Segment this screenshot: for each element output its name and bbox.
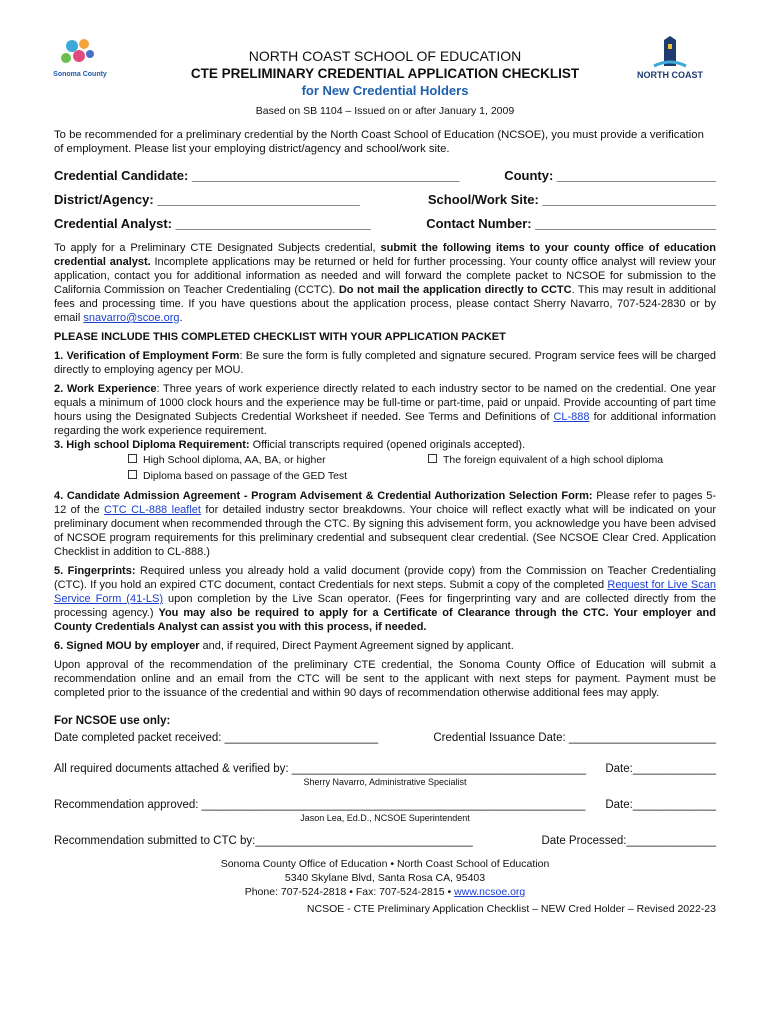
county-field[interactable]: County: ______________________ — [504, 168, 716, 183]
cl888-link[interactable]: CL-888 — [553, 411, 590, 423]
docs-date-field[interactable]: Date:_____________ — [605, 763, 716, 775]
district-field[interactable]: District/Agency: ____________________________ — [54, 192, 360, 207]
item-1: 1. Verification of Employment Form: Be sure the form is fully completed and signature secured. Program service fees will be charged directly to employing agency per MOU. — [54, 350, 717, 376]
diploma-options — [128, 452, 716, 484]
footer-line-3: Phone: 707-524-2818 • Fax: 707-524-2815 • www.ncsoe.org — [244, 886, 526, 898]
option-foreign-equivalent[interactable]: The foreign equivalent of a high school diploma — [428, 452, 663, 468]
apply-paragraph: To apply for a Preliminary CTE Designated Subjects credential, submit the following items to your county office of education credential analyst. Incomplete applications may be returned or held for further processing. Your county office analyst will review your application, contact you for additional information as needed and will forward the complete packet to NCSOE for submission to the California Commission on Teacher Credentialing (CCTC). Do not mail the application directly to CCTC. This may result in additional fees and processing time. If you have questions about the application process, please contact Sherry Navarro, 707-524-2830 or by email snavarro@scoe.org. — [54, 242, 716, 324]
header — [54, 48, 716, 120]
sonoma-county-logo — [52, 36, 108, 86]
footer-line-2: 5340 Skylane Blvd, Santa Rosa CA, 95403 — [284, 872, 486, 884]
ncsoe-use-block — [54, 714, 716, 849]
email-link[interactable]: snavarro@scoe.org — [83, 312, 180, 324]
item-2: 2. Work Experience: Three years of work experience directly related to each industry sector to be named on the credential. One year equals a minimum of 1000 clock hours and the experience may be full-time or part-time, paid or unpaid. Provide accounting of part time hours using the Designated Subjects Credential Worksheet if needed. See Terms and Definitions of CL-888 for additional information regarding the work experience requirement. — [54, 383, 716, 437]
checkbox-icon[interactable] — [428, 454, 437, 463]
processed-field[interactable]: Date Processed:______________ — [541, 835, 716, 847]
school-field[interactable]: School/Work Site: ________________________ — [427, 192, 716, 207]
footer — [54, 857, 716, 899]
rec-approved-field[interactable]: Recommendation approved: ____________________________________________________________ — [54, 799, 586, 811]
include-heading: PLEASE INCLUDE THIS COMPLETED CHECKLIST WITH YOUR APPLICATION PACKET — [54, 331, 506, 343]
live-scan-link[interactable]: Request for Live Scan Service Form (41-LS) — [54, 579, 716, 605]
approval-paragraph: Upon approval of the recommendation of the preliminary CTE credential, the Sonoma County Office of Education will submit a recommendation online and an email from the CTC will be sent to the applicant with next steps for payment. Payment must be completed prior to the issuance of the credential and within 90 days of recommendation otherwise additional fees may apply. — [54, 659, 716, 699]
org-name: NORTH COAST SCHOOL OF EDUCATION — [248, 48, 522, 64]
issuance-date-field[interactable]: Credential Issuance Date: _______________________ — [433, 732, 716, 744]
item-4: 4. Candidate Admission Agreement - Program Advisement & Credential Authorization Selection Form: Please refer to pages 5-12 of the CTC CL-888 leaflet for detailed industry sector breakdowns. Your choice will reflect exactly what will be indicated on your preliminary document when recommended through the CTC. By signing this advisement form, you acknowledge you have been advised of NCSOE program requirements for this preliminary credential and subsequent clear credential. (See NCSOE Clear Cred. Application Checklist in addition to CL-888.) — [54, 490, 717, 558]
docs-verified-field[interactable]: All required documents attached & verified by: ______________________________________________ — [54, 763, 586, 775]
doc-basis: Based on SB 1104 – Issued on or after January 1, 2009 — [255, 105, 515, 117]
submitted-field[interactable]: Recommendation submitted to CTC by:__________________________________ — [54, 835, 473, 847]
doc-subtitle: for New Credential Holders — [301, 83, 469, 98]
docs-signer-name: Sherry Navarro, Administrative Specialist — [303, 777, 467, 787]
website-link[interactable]: www.ncsoe.org — [454, 886, 526, 898]
contact-field[interactable]: Contact Number: _________________________ — [426, 216, 716, 231]
checkbox-icon[interactable] — [128, 470, 137, 479]
north-coast-logo — [624, 36, 716, 88]
revision-note: NCSOE - CTE Preliminary Application Checklist – NEW Cred Holder – Revised 2022-23 — [306, 903, 716, 915]
ncsoe-heading: For NCSOE use only: — [54, 715, 171, 727]
item-6: 6. Signed MOU by employer and, if required, Direct Payment Agreement signed by applicant. — [54, 640, 514, 652]
rec-date-field[interactable]: Date:_____________ — [605, 799, 716, 811]
intro-text: To be recommended for a preliminary credential by the North Coast School of Education (NCSOE), you must provide a verification of employment. Please list your employing district/agency and school/work site. — [54, 129, 704, 155]
item-5: 5. Fingerprints: Required unless you already hold a valid document (provide copy) from the Commission on Teacher Credentialing (CTC). If you hold an expired CTC document, contact Credentials for next steps. Submit a copy of the completed Request for Live Scan Service Form (41-LS) upon completion by the Live Scan operator. (Fees for fingerprinting vary and are collected directly from the processing agency.) You may also be required to apply for a Certificate of Clearance through the CTC. Your employer and County Credentials Analyst can assist you with this process, if needed. — [54, 565, 716, 633]
item-3: 3. High school Diploma Requirement: Official transcripts required (opened originals accepted). — [54, 439, 526, 451]
logo-right-text: NORTH COAST — [637, 70, 703, 80]
logo-left-text: Sonoma County — [53, 71, 107, 78]
candidate-field[interactable]: Credential Candidate: _____________________________________ — [54, 168, 460, 183]
option-hs-diploma[interactable]: High School diploma, AA, BA, or higher — [128, 452, 428, 468]
candidate-fields — [54, 164, 716, 236]
cl888-leaflet-link[interactable]: CTC CL-888 leaflet — [104, 504, 201, 516]
doc-title: CTE PRELIMINARY CREDENTIAL APPLICATION CHECKLIST — [190, 66, 580, 81]
date-received-field[interactable]: Date completed packet received: ________________________ — [54, 732, 379, 744]
checkbox-icon[interactable] — [128, 454, 137, 463]
analyst-field[interactable]: Credential Analyst: ___________________________ — [54, 216, 371, 231]
footer-line-1: Sonoma County Office of Education • North Coast School of Education — [220, 858, 550, 870]
rec-signer-name: Jason Lea, Ed.D., NCSOE Superintendent — [300, 813, 470, 823]
option-ged[interactable]: Diploma based on passage of the GED Test — [128, 468, 347, 484]
